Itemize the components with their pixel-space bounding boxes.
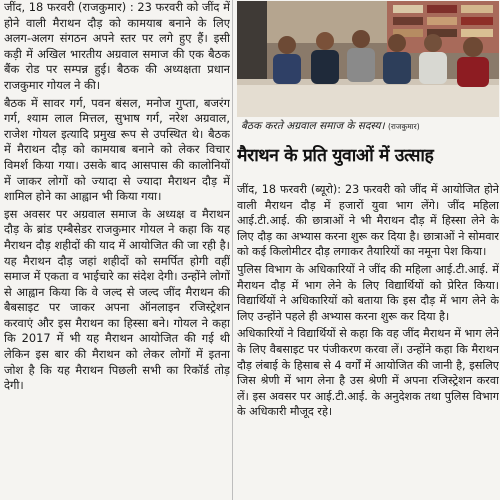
article-paragraph-1: जींद, 18 फरवरी (ब्यूरो): 23 फरवरी को जींद में आयोजित होने वाली मैराथन दौड़ में हजारों युवा भाग लेंगे। जींद महिला आई.टी.आई. की छात्राओं ने भी मैराथन दौड़ में हिस्सा लेने के लिए दौड़ का अभ्यास करना शुरू कर दिया है। छात्राओं ने सोमवार को कई किलोमीटर दौड़ लगाकर तैयारियों का नमूना पेश किया। [237,183,499,259]
photo-caption-text: बैठक करते अग्रवाल समाज के सदस्य। [241,120,385,132]
left-column [4,0,230,500]
right-column [237,182,499,500]
article-paragraph-2: पुलिस विभाग के अधिकारियों ने जींद की महिला आई.टी.आई. में मैराथन दौड़ में भाग लेने के लिए विद्यार्थियों को प्रेरित किया। विद्यार्थियों ने अधिकारियों को बताया कि इस दौड़ में भाग लेने के लिए उन्होंने पहले ही अभ्यास करना शुरू कर दिया है। [237,262,499,323]
left-paragraph-1: जींद, 18 फरवरी (राजकुमार) : 23 फरवरी को जींद में होने वाली मैराथन दौड़ को कामयाब बनाने के लिए अलग-अलग संगठन अपने स्तर पर लगे हुए हैं। इसी कड़ी में अखिल भारतीय अग्रवाल समाज की एक बैठक बैंक रोड पर सम्पन्न हुई। बैठक की अध्यक्षता प्रधान राजकुमार गोयल ने की। [4,0,230,92]
left-paragraph-2: बैठक में सावर गर्ग, पवन बंसल, मनोज गुप्ता, बजरंग गर्ग, श्याम लाल मित्तल, सुभाष गर्ग, नरेश अग्रवाल, राजेश गोयल इत्यादि प्रमुख रूप से उपस्थित थे। बैठक में मैराथन दौड़ को कामयाब बनाने को लेकर विचार विमर्श किया गया। उसके बाद आसपास की कालोनियों में जाकर लोगों को ज्यादा से ज्यादा मैराथन दौड़ में शामिल होने का आह्वान भी किया गया। [4,95,230,204]
photo-credit: (राजकुमार) [387,122,420,131]
article-paragraph-3: अधिकारियों ने विद्यार्थियों से कहा कि वह जींद मैराथन में भाग लेने के लिए वैबसाइट पर पंजीकरण करवा लें। उन्होंने कहा कि मैराथन दौड़ लंबाई के हिसाब से 4 वर्गों में आयोजित की जानी है, इसलिए जिस श्रेणी में भाग लेना है उस श्रेणी में अपना रजिस्ट्रेशन करवा लें। इस अवसर पर आई.टी.आई. के अनुदेशक तथा पुलिस विभाग के अधिकारी मौजूद रहे। [237,327,499,419]
meeting-photo [237,1,499,117]
article-headline: मैराथन के प्रति युवाओं में उत्साह [237,146,434,166]
column-divider [232,0,233,500]
left-paragraph-3: इस अवसर पर अग्रवाल समाज के अध्यक्ष व मैराथन दौड़ के ब्रांड एम्बैसेडर राजकुमार गोयल ने कहा कि यह मैराथन दौड़ शहीदों की याद में आयोजित की जा रही है। यह मैराथन दौड़ जहां शहीदों को समर्पित होगी वहीं समाज में एकता व भाईचारे का संदेश देगी। उन्होंने लोगों से आह्वान किया कि वे जल्द से जल्द जींद मैराथन की बैबसाइट पर जाकर अपना ऑनलाइन रजिस्ट्रेशन करवाएं और इस मैराथन का हिस्सा बने। गोयल ने कहा कि 2017 में भी यह मैराथन आयोजित की गई थी लेकिन इस बार की मैराथन को लेकर लोगों में इतना जोश है कि यह मैराथन पिछली सभी का रिकॉर्ड तोड़ देगी। [4,206,230,393]
photo-caption [241,118,497,134]
meeting-photo-illustration [237,1,499,117]
